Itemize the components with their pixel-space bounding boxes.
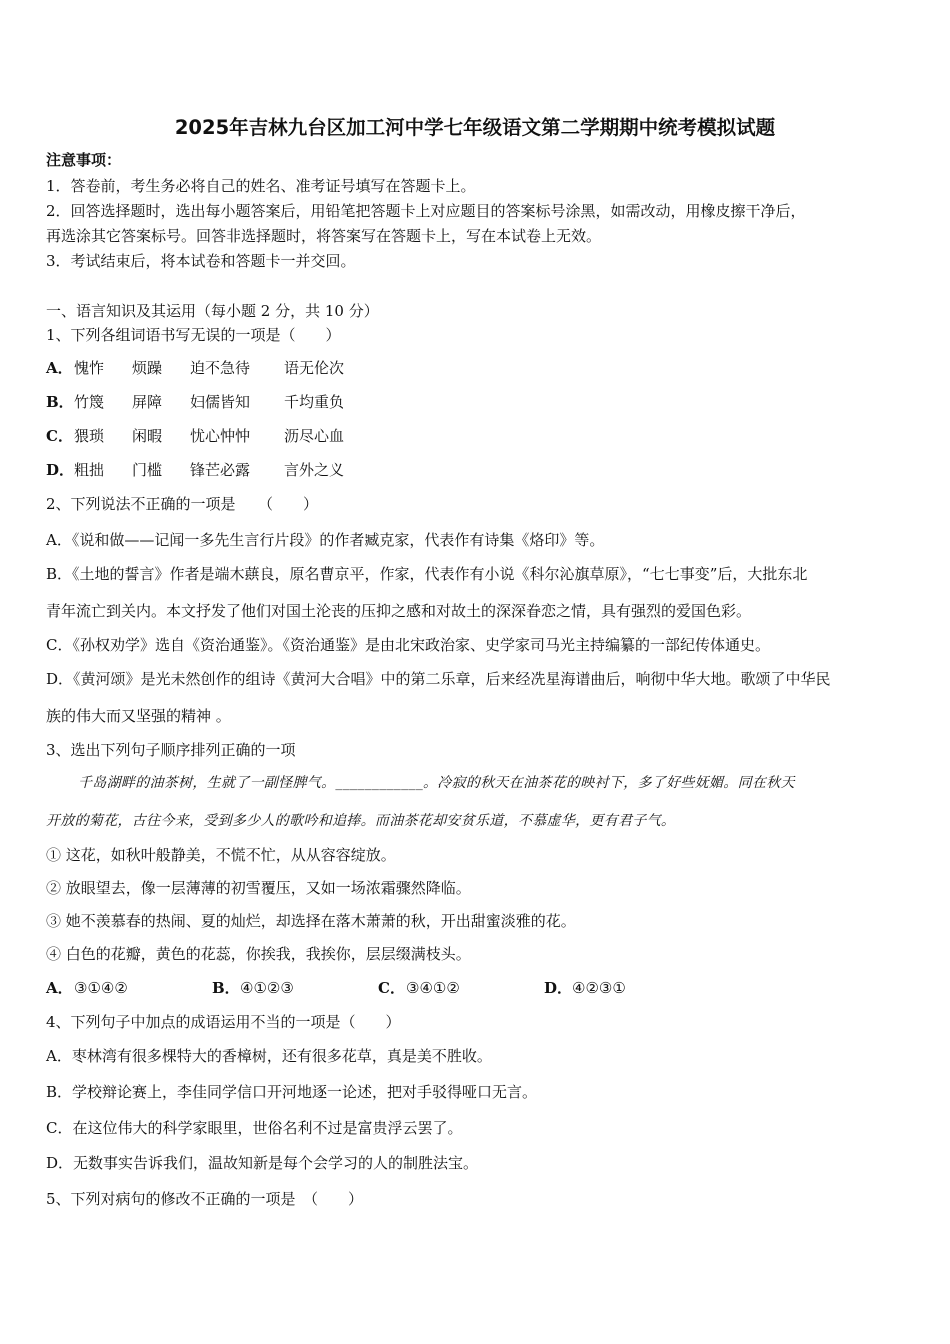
q3-passage-line1: 千岛湖畔的油茶树，生就了一副怪脾气。____________。冷寂的秋天在油茶花的映衬下，多了好些妩媚。同在秋天 (78, 775, 795, 791)
q2-option-d-line2: 族的伟大而又坚强的精神 。 (46, 707, 231, 725)
option-label: B． (212, 979, 240, 997)
question-5-stem: 5、下列对病句的修改不正确的一项是 （ ） (46, 1190, 364, 1208)
option-label: A． (46, 359, 73, 377)
q3-sentence-2: ② 放眼望去，像一层薄薄的初雪覆压，又如一场浓霜骤然降临。 (46, 879, 471, 897)
option-word: 言外之义 (284, 461, 345, 479)
q3-sentence-1: ① 这花，如秋叶般静美，不慌不忙，从从容容绽放。 (46, 846, 396, 864)
q2-option-b-line2: 青年流亡到关内。本文抒发了他们对国土沦丧的压抑之感和对故土的深深眷恋之情，具有强烈的爱国色彩。 (46, 602, 752, 620)
question-4-stem: 4、下列句子中加点的成语运用不当的一项是（ ） (46, 1013, 401, 1031)
notice-item: 3．考试结束后，将本试卷和答题卡一并交回。 (46, 252, 356, 270)
option-word: 粗拙 (74, 461, 105, 479)
q2-option-a: A．《说和做——记闻一多先生言行片段》的作者臧克家，代表作有诗集《烙印》等。 (46, 531, 605, 549)
option-label: D． (46, 461, 75, 479)
option-label: A． (46, 979, 73, 997)
section-heading: 一、语言知识及其运用（每小题 2 分，共 10 分） (46, 302, 379, 320)
option-word: 妇儒皆知 (190, 393, 251, 411)
q1-option-a (46, 358, 344, 378)
question-3-stem: 3、选出下列句子顺序排列正确的一项 (46, 741, 296, 759)
notice-item: 再选涂其它答案标号。回答非选择题时，将答案写在答题卡上，写在本试卷上无效。 (46, 227, 602, 245)
q3-sentence-3: ③ 她不羡慕春的热闹、夏的灿烂，却选择在落木萧萧的秋，开出甜蜜淡雅的花。 (46, 912, 576, 930)
q4-option-d: D．无数事实告诉我们，温故知新是每个会学习的人的制胜法宝。 (46, 1154, 479, 1172)
notice-heading: 注意事项： (46, 151, 122, 169)
option-word: 语无伦次 (284, 359, 345, 377)
q4-option-a: A．枣林湾有很多棵特大的香樟树，还有很多花草，真是美不胜收。 (46, 1047, 492, 1065)
page-title: 2025年吉林九台区加工河中学七年级语文第二学期期中统考模拟试题 (174, 116, 776, 139)
option-word: 猥琐 (74, 427, 105, 445)
option-word: 烦躁 (132, 359, 163, 377)
q1-option-c (46, 426, 344, 446)
q1-option-b (46, 392, 344, 412)
option-word: 忧心忡忡 (190, 427, 251, 445)
question-2-stem: 2、下列说法不正确的一项是 （ ） (46, 495, 319, 513)
option-word: 千均重负 (284, 393, 345, 411)
option-word: 迫不急待 (190, 359, 251, 377)
option-text: ④①②③ (240, 979, 294, 997)
option-label: B． (46, 393, 74, 411)
q2-option-c: C．《孙权劝学》选自《资治通鉴》。《资治通鉴》是由北宋政治家、史学家司马光主持编纂的一部纪传体通史。 (46, 636, 770, 654)
q3-options (46, 978, 626, 998)
q1-option-d (46, 460, 344, 480)
option-word: 闲暇 (132, 427, 163, 445)
option-word: 竹篾 (74, 393, 105, 411)
option-word: 愧怍 (74, 359, 105, 377)
option-text: ③④①② (406, 979, 460, 997)
q3-sentence-4: ④ 白色的花瓣，黄色的花蕊，你挨我，我挨你，层层缀满枝头。 (46, 945, 471, 963)
option-word: 门槛 (132, 461, 163, 479)
option-text: ④②③① (572, 979, 626, 997)
q4-option-c: C．在这位伟大的科学家眼里，世俗名利不过是富贵浮云罢了。 (46, 1119, 463, 1137)
question-1-stem: 1、下列各组词语书写无误的一项是（ ） (46, 326, 341, 344)
q4-option-b: B．学校辩论赛上，李佳同学信口开河地逐一论述，把对手驳得哑口无言。 (46, 1083, 538, 1101)
q2-option-b-line1: B．《土地的誓言》作者是端木蕻良，原名曹京平，作家，代表作有小说《科尔沁旗草原》，“七七事变”后，大批东北 (46, 565, 808, 583)
option-label: C． (46, 427, 73, 445)
notice-item: 2．回答选择题时，选出每小题答案后，用铅笔把答题卡上对应题目的答案标号涂黑，如需改动，用橡皮擦干净后， (46, 202, 806, 220)
option-word: 沥尽心血 (284, 427, 345, 445)
option-label: D． (544, 979, 573, 997)
q2-option-d-line1: D．《黄河颂》是光未然创作的组诗《黄河大合唱》中的第二乐章，后来经冼星海谱曲后，响彻中华大地。歌颂了中华民 (46, 670, 831, 688)
option-label: C． (378, 979, 405, 997)
option-text: ③①④② (74, 979, 128, 997)
q3-passage-line2: 开放的菊花，古往今来，受到多少人的歌吟和追捧。而油茶花却安贫乐道，不慕虚华，更有君子气。 (46, 813, 676, 829)
option-word: 屏障 (132, 393, 163, 411)
option-word: 锋芒必露 (190, 461, 251, 479)
notice-item: 1．答卷前，考生务必将自己的姓名、准考证号填写在答题卡上。 (46, 177, 476, 195)
